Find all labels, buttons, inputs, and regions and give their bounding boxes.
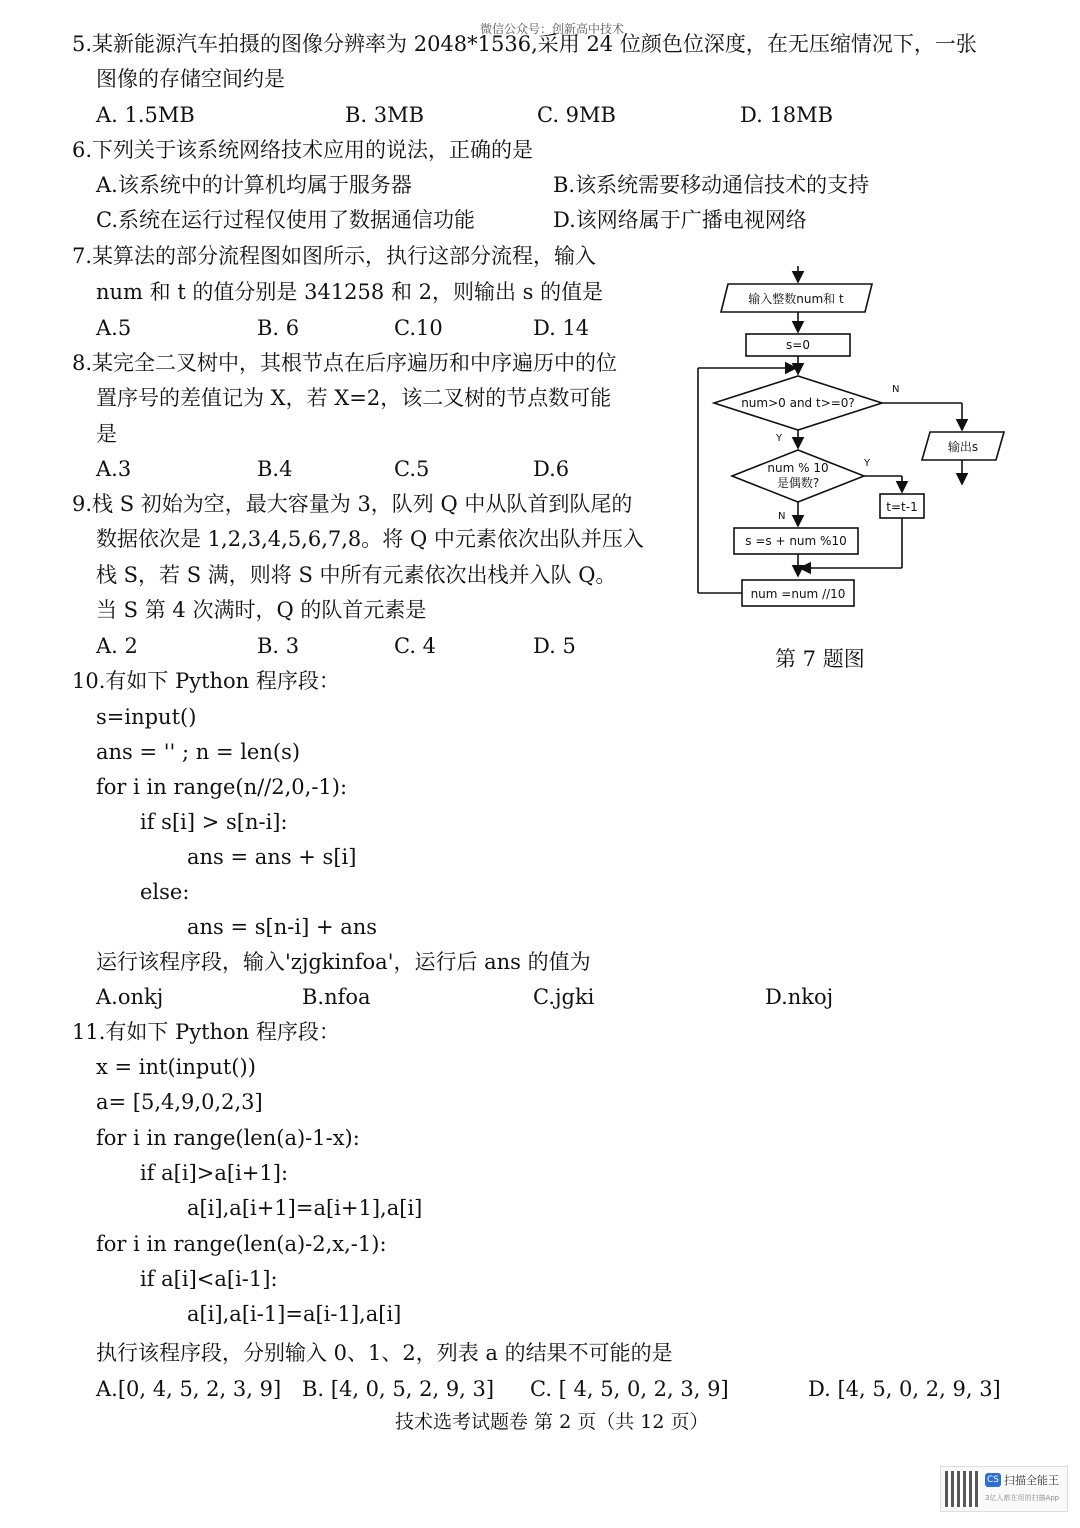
text-line: 执行该程序段，分别输入 0、1、2，列表 a 的结果不可能的是 — [96, 1341, 673, 1365]
text-line: C.系统在运行过程仅使用了数据通信功能 — [96, 208, 475, 232]
header-watermark: 微信公众号：创新高中技术 — [480, 22, 625, 36]
text-line: a[i],a[i-1]=a[i-1],a[i] — [187, 1302, 402, 1326]
text-line: 运行该程序段，输入'zjgkinfoa'，运行后 ans 的值为 — [96, 950, 591, 974]
text-line: for i in range(n//2,0,-1): — [96, 775, 348, 799]
text-line: C.jgki — [533, 985, 595, 1009]
text-line: C.10 — [394, 316, 443, 340]
flowchart — [690, 262, 1020, 632]
scanner-name: 扫描全能王 — [1004, 1474, 1059, 1487]
cond2-label-1: num % 10 — [767, 461, 829, 475]
output-label: 输出s — [947, 440, 979, 454]
text-line: 是 — [96, 422, 117, 446]
text-line: 9.栈 S 初始为空，最大容量为 3，队列 Q 中从队首到队尾的 — [72, 492, 633, 516]
yes-label-2: Y — [864, 458, 871, 469]
text-line: C. 9MB — [537, 103, 616, 127]
text-line: 10.有如下 Python 程序段： — [72, 669, 340, 693]
text-line: ans = '' ; n = len(s) — [96, 740, 301, 764]
text-line: A.onkj — [96, 985, 164, 1009]
text-line: A.3 — [96, 457, 132, 481]
text-line: 图像的存储空间约是 — [96, 67, 285, 91]
no-label-1: N — [892, 384, 900, 395]
text-line: D. [4, 5, 0, 2, 9, 3] — [808, 1377, 1001, 1401]
page-footer: 技术选考试题卷 第 2 页（共 12 页） — [395, 1411, 709, 1433]
numdiv-label: num =num //10 — [750, 587, 846, 601]
no-label-2: N — [778, 511, 786, 522]
text-line: B.4 — [257, 457, 293, 481]
text-line: A.5 — [96, 316, 132, 340]
text-line: D. 14 — [533, 316, 590, 340]
init-label: s=0 — [786, 338, 810, 352]
tminus-label: t=t-1 — [886, 500, 918, 514]
text-line: 8.某完全二叉树中，其根节点在后序遍历和中序遍历中的位 — [72, 351, 618, 375]
text-line: 数据依次是 1,2,3,4,5,6,7,8。将 Q 中元素依次出队并压入 — [96, 527, 644, 551]
scanner-tagline: 3亿人都在用的扫描App — [985, 1494, 1060, 1502]
text-line: a= [5,4,9,0,2,3] — [96, 1090, 263, 1114]
text-line: 当 S 第 4 次满时，Q 的队首元素是 — [96, 598, 427, 622]
text-line: B.该系统需要移动通信技术的支持 — [553, 173, 870, 197]
sadd-label: s =s + num %10 — [745, 534, 847, 548]
scanner-badge — [940, 1466, 1068, 1512]
text-line: B. [4, 0, 5, 2, 9, 3] — [302, 1377, 495, 1401]
text-line: B.nfoa — [302, 985, 371, 1009]
text-line: A.[0, 4, 5, 2, 3, 9] — [96, 1377, 282, 1401]
text-line: D. 18MB — [740, 103, 834, 127]
text-line: C. 4 — [394, 634, 437, 658]
text-line: for i in range(len(a)-2,x,-1): — [96, 1232, 387, 1256]
figure-caption: 第 7 题图 — [775, 647, 865, 671]
text-line: 5.某新能源汽车拍摄的图像分辨率为 2048*1536,采用 24 位颜色位深度，在无压缩情况下，一张 — [72, 32, 977, 56]
text-line: D.nkoj — [765, 985, 834, 1009]
text-line: 7.某算法的部分流程图如图所示，执行这部分流程，输入 — [72, 244, 597, 268]
text-line: s=input() — [96, 705, 197, 729]
text-line: D. 5 — [533, 634, 576, 658]
text-line: if s[i] > s[n-i]: — [140, 810, 288, 834]
text-line: C.5 — [394, 457, 430, 481]
cond1-label: num>0 and t>=0? — [741, 396, 855, 410]
text-line: ans = ans + s[i] — [187, 845, 357, 869]
text-line: ans = s[n-i] + ans — [187, 915, 378, 939]
scanner-logo-icon: CS — [987, 1475, 999, 1485]
text-line: A. 1.5MB — [96, 103, 195, 127]
text-line: a[i],a[i+1]=a[i+1],a[i] — [187, 1196, 423, 1220]
text-line: else: — [140, 880, 190, 904]
text-line: A. 2 — [96, 634, 138, 658]
text-line: if a[i]>a[i+1]: — [140, 1161, 289, 1185]
text-line: D.该网络属于广播电视网络 — [553, 208, 807, 232]
text-line: B. 3MB — [345, 103, 425, 127]
text-line: 置序号的差值记为 X，若 X=2，该二叉树的节点数可能 — [96, 386, 612, 410]
yes-label-1: Y — [776, 433, 783, 444]
text-line: x = int(input()) — [96, 1055, 256, 1079]
qr-code-icon — [945, 1471, 981, 1507]
text-line: for i in range(len(a)-1-x): — [96, 1126, 360, 1150]
text-line: D.6 — [533, 457, 570, 481]
input-label: 输入整数num和 t — [748, 292, 844, 306]
text-line: 栈 S，若 S 满，则将 S 中所有元素依次出栈并入队 Q。 — [96, 563, 617, 587]
text-line: 6.下列关于该系统网络技术应用的说法，正确的是 — [72, 138, 534, 162]
text-line: 11.有如下 Python 程序段： — [72, 1020, 340, 1044]
cond2-label-2: 是偶数? — [776, 476, 820, 490]
text-line: if a[i]<a[i-1]: — [140, 1267, 278, 1291]
text-line: C. [ 4, 5, 0, 2, 3, 9] — [530, 1377, 729, 1401]
text-line: B. 3 — [257, 634, 300, 658]
text-line: A.该系统中的计算机均属于服务器 — [96, 173, 412, 197]
text-line: num 和 t 的值分别是 341258 和 2，则输出 s 的值是 — [96, 280, 604, 304]
text-line: B. 6 — [257, 316, 300, 340]
